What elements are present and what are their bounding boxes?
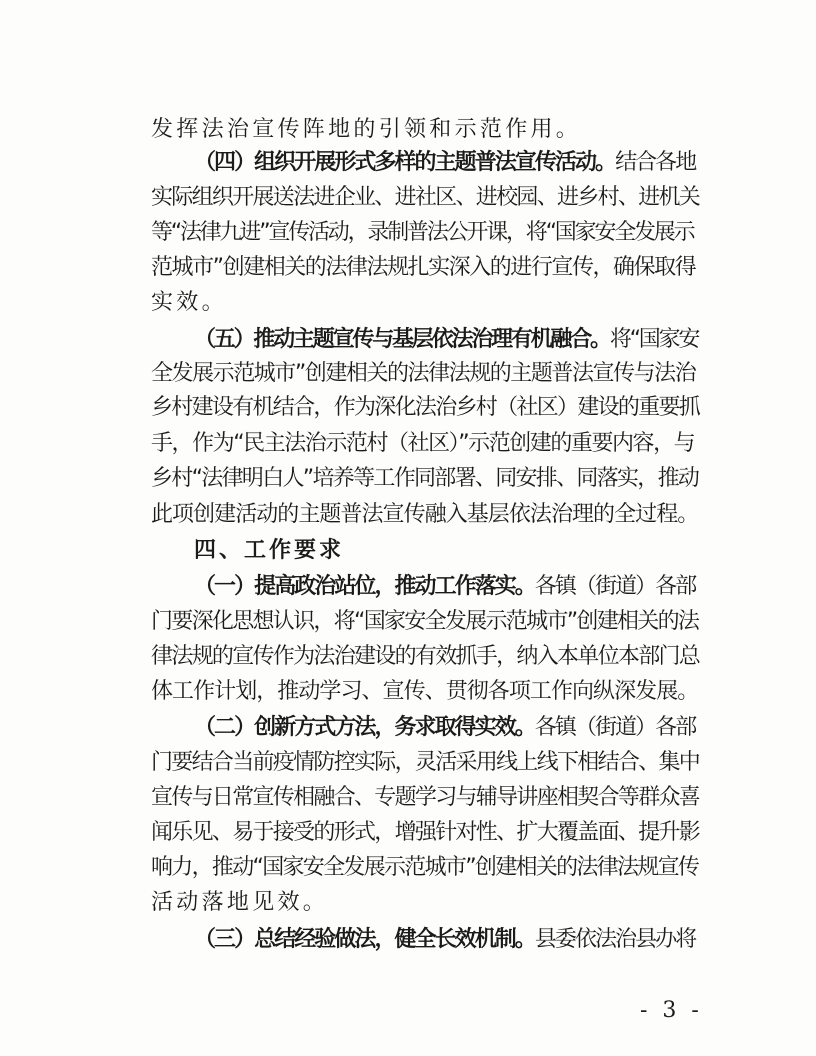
line-text: 全发展示范城市”创建相关的法律法规的主题普法宣传与法治 — [151, 361, 696, 386]
body-line-16 — [151, 642, 699, 672]
line-text: 县委依法治县办将 — [534, 927, 696, 952]
subheading-line-5 — [194, 325, 698, 355]
body-line-10 — [151, 429, 694, 459]
line-text: 此项创建活动的主题普法宣传融入基层依法治理的全过程。 — [151, 502, 699, 527]
line-text: 门要深化思想认识，将“国家安全发展示范城市”创建相关的法 — [151, 609, 699, 634]
section-heading-line — [194, 536, 344, 566]
body-line-1 — [151, 115, 581, 145]
body-line-3 — [151, 183, 699, 213]
body-line-17 — [151, 677, 698, 707]
body-line-15 — [151, 607, 698, 637]
body-line-8 — [151, 359, 695, 389]
body-line-12 — [151, 500, 698, 530]
subheading-1: （一）提高政治站位，推动工作落实。 — [194, 574, 535, 599]
subheading-line-1 — [194, 572, 695, 602]
line-text: 实际组织开展送法进企业、进社区、进校园、进乡村、进机关 — [151, 185, 700, 210]
line-text: 实效。 — [151, 290, 227, 315]
section-heading: 四、工作要求 — [194, 538, 345, 563]
subheading-line-2 — [194, 713, 695, 743]
body-line-11 — [151, 464, 698, 494]
line-text: 将“国家安 — [609, 327, 699, 352]
subheading-line-3 — [194, 925, 695, 955]
line-text: 宣传与日常宣传相融合、专题学习与辅导讲座相契合等群众喜 — [151, 785, 700, 810]
line-text: 结合各地 — [615, 150, 696, 175]
subheading-3: （三）总结经验做法，健全长效机制。 — [194, 927, 535, 952]
body-line-9 — [151, 393, 699, 423]
line-text: 发挥法治宣传阵地的引领和示范作用。 — [151, 117, 582, 142]
line-text: 门要结合当前疫情防控实际，灵活采用线上线下相结合、集中 — [151, 750, 700, 775]
body-line-19 — [151, 748, 699, 778]
line-text: 响力，推动“国家安全发展示范城市”创建相关的法律法规宣传 — [151, 855, 699, 880]
line-text: 乡村“法律明白人”培养等工作同部署、同安排、同落实，推动 — [151, 466, 699, 491]
subheading-2: （二）创新方式方法，务求取得实效。 — [194, 715, 535, 740]
line-text: 闻乐见、易于接受的形式，增强针对性、扩大覆盖面、提升影 — [151, 820, 700, 845]
line-text: 活动落地见效。 — [151, 890, 329, 915]
body-line-22 — [151, 853, 698, 883]
line-text: 各镇（街道）各部 — [534, 715, 696, 740]
subheading-line-4 — [194, 148, 695, 178]
line-text: 律法规的宣传作为法治建设的有效抓手，纳入本单位本部门总 — [151, 644, 700, 669]
line-text: 各镇（街道）各部 — [534, 574, 696, 599]
page-number: - 3 - — [640, 998, 703, 1023]
line-text: 手，作为“民主法治示范村（社区）”示范创建的重要内容，与 — [151, 431, 695, 456]
line-text: 体工作计划，推动学习、宣传、贯彻各项工作向纵深发展。 — [151, 679, 699, 704]
line-text: 等“法律九进”宣传活动，录制普法公开课，将“国家安全发展示 — [151, 220, 694, 245]
line-text: 乡村建设有机结合，作为深化法治乡村（社区）建设的重要抓 — [151, 395, 700, 420]
subheading-5: （五）推动主题宣传与基层依法治理有机融合。 — [194, 327, 610, 352]
line-text: 范城市”创建相关的法律法规扎实深入的进行宣传，确保取得 — [151, 255, 696, 280]
body-line-21 — [151, 818, 699, 848]
body-line-4 — [151, 218, 693, 248]
body-line-20 — [151, 783, 699, 813]
body-line-6 — [151, 288, 227, 318]
body-line-23 — [151, 888, 328, 918]
body-line-5 — [151, 253, 695, 283]
subheading-4: （四）组织开展形式多样的主题普法宣传活动。 — [194, 150, 616, 175]
